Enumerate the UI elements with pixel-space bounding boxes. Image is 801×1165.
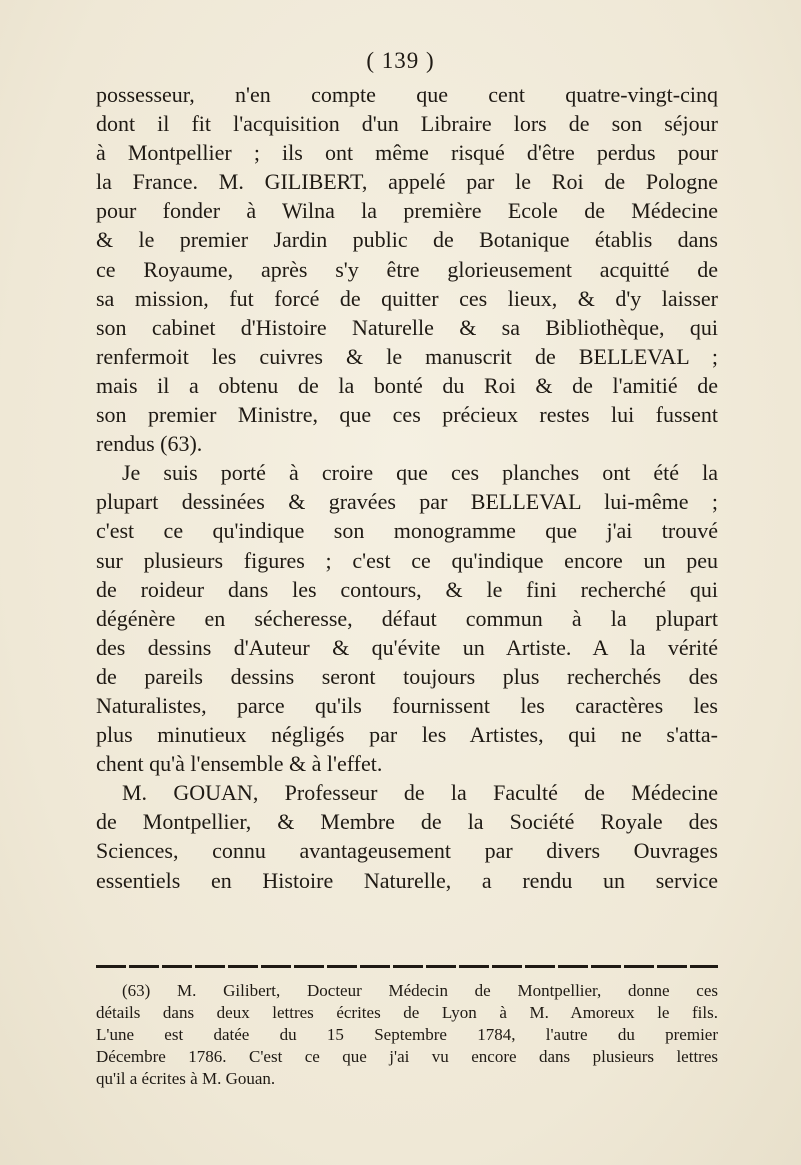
footnote-line: L'une est datée du 15 Septembre 1784, l'autre du premier	[96, 1025, 718, 1044]
text-line: essentiels en Histoire Naturelle, a rendu un service	[96, 867, 718, 893]
text-line: son premier Ministre, que ces précieux restes lui fussent	[96, 402, 718, 428]
text-line: M. GOUAN, Professeur de la Faculté de Médecine	[122, 780, 718, 806]
text-line: sur plusieurs figures ; c'est ce qu'indique encore un peu	[96, 547, 718, 573]
text-line: ce Royaume, après s'y être glorieusement acquitté de	[96, 256, 718, 282]
main-text-block	[96, 80, 718, 895]
footnote-line: (63) M. Gilibert, Docteur Médecin de Montpellier, donne ces	[122, 981, 718, 1000]
text-line: Naturalistes, parce qu'ils fournissent les caractères les	[96, 692, 718, 718]
footnote-line: Décembre 1786. C'est ce que j'ai vu encore dans plusieurs lettres	[96, 1047, 718, 1066]
text-line: Sciences, connu avantageusement par divers Ouvrages	[96, 838, 718, 864]
text-line: possesseur, n'en compte que cent quatre-vingt-cinq	[96, 82, 718, 107]
text-line: de pareils dessins seront toujours plus recherchés des	[96, 663, 718, 689]
text-line: Je suis porté à croire que ces planches ont été la	[122, 460, 718, 486]
text-line: de roideur dans les contours, & le fini recherché qui	[96, 576, 718, 602]
text-line: dont il fit l'acquisition d'un Libraire lors de son séjour	[96, 111, 718, 137]
text-line: rendus (63).	[96, 431, 203, 457]
footnote-line: détails dans deux lettres écrites de Lyon à M. Amoreux le fils.	[96, 1003, 718, 1022]
text-line: pour fonder à Wilna la première Ecole de Médecine	[96, 198, 718, 224]
text-line: c'est ce qu'indique son monogramme que j'ai trouvé	[96, 518, 718, 544]
text-line: renfermoit les cuivres & le manuscrit de BELLEVAL ;	[96, 343, 718, 369]
footnote-line: qu'il a écrites à M. Gouan.	[96, 1069, 276, 1088]
text-line: son cabinet d'Histoire Naturelle & sa Bibliothèque, qui	[96, 314, 718, 340]
text-line: plupart dessinées & gravées par BELLEVAL lui-même ;	[96, 489, 718, 515]
text-line: la France. M. GILIBERT, appelé par le Roi de Pologne	[96, 169, 718, 195]
text-line: sa mission, fut forcé de quitter ces lieux, & d'y laisser	[96, 285, 718, 311]
text-line: des dessins d'Auteur & qu'évite un Artiste. A la vérité	[96, 634, 718, 660]
text-line: plus minutieux négligés par les Artistes, qui ne s'atta-	[96, 722, 718, 748]
page-number: ( 139 )	[366, 48, 435, 73]
text-line: dégénère en sécheresse, défaut commun à la plupart	[96, 605, 718, 631]
text-line: & le premier Jardin public de Botanique établis dans	[96, 227, 718, 253]
text-line: mais il a obtenu de la bonté du Roi & de l'amitié de	[96, 372, 718, 398]
footnote-block	[96, 980, 718, 1090]
text-line: à Montpellier ; ils ont même risqué d'être perdus pour	[96, 140, 718, 166]
footnote-separator-rule	[96, 965, 718, 968]
text-line: de Montpellier, & Membre de la Société Royale des	[96, 809, 718, 835]
text-line: chent qu'à l'ensemble & à l'effet.	[96, 751, 383, 777]
